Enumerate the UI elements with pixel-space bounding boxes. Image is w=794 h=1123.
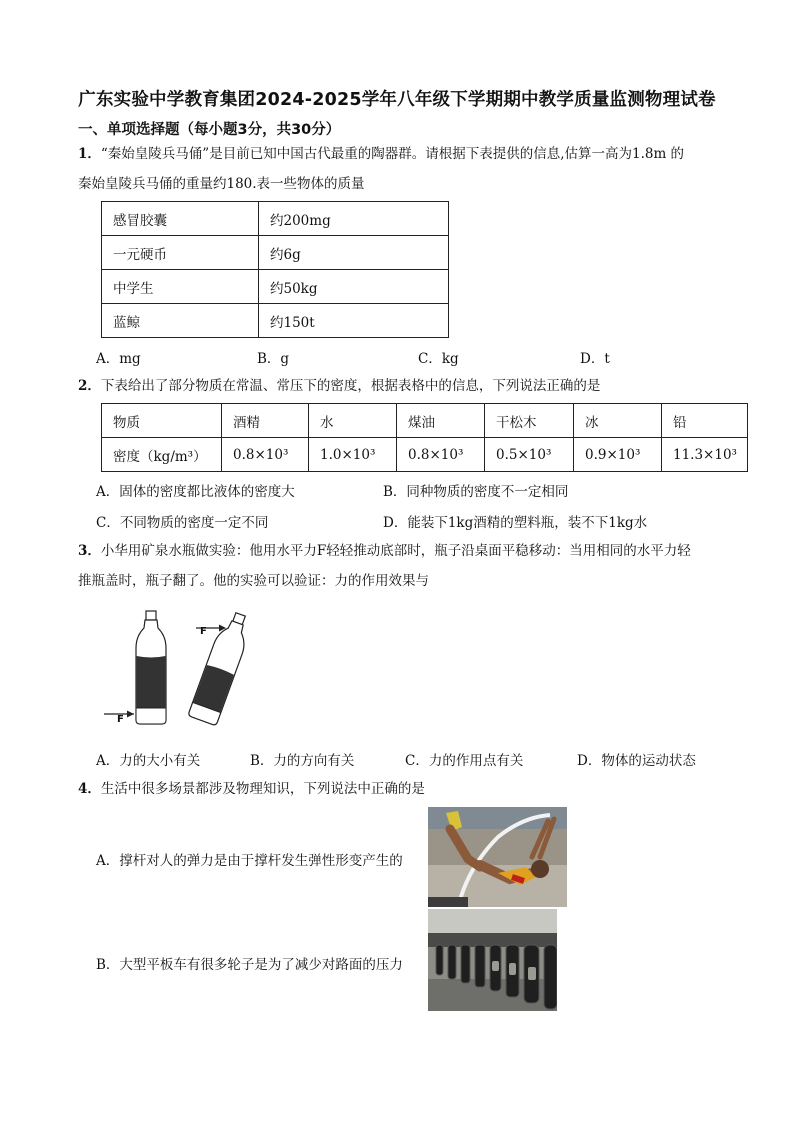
question-1-option-c[interactable]: C．kg	[418, 351, 459, 367]
question-4-option-b[interactable]: B．大型平板车有很多轮子是为了减少对路面的压力	[96, 957, 403, 973]
table-cell: 0.8×10³	[222, 438, 309, 472]
question-1-option-d[interactable]: D．t	[580, 351, 610, 367]
question-3-line-2: 推瓶盖时，瓶子翻了。他的实验可以验证：力的作用效果与	[78, 573, 429, 589]
table-row	[102, 304, 449, 338]
question-3-option-d[interactable]: D．物体的运动状态	[577, 753, 696, 769]
section-heading: 一、单项选择题（每小题3分，共30分）	[78, 122, 341, 138]
table-header-cell: 干松木	[485, 404, 574, 438]
force-label-bottom: F	[117, 714, 124, 725]
force-label-top: F	[200, 626, 207, 637]
table-cell: 感冒胶囊	[102, 202, 259, 236]
question-1-text-1: “秦始皇陵兵马俑”是目前已知中国古代最重的陶器群。请根据下表提供的信息,估算一高为1.8m 的	[100, 146, 685, 162]
table-cell: 0.8×10³	[397, 438, 485, 472]
question-2-option-d[interactable]: D．能装下1kg酒精的塑料瓶，装不下1kg水	[383, 515, 648, 531]
question-2-number: 2．	[78, 378, 101, 394]
question-1-line-1	[78, 144, 684, 164]
table-header-cell: 酒精	[222, 404, 309, 438]
mass-table	[101, 201, 449, 338]
table-header-cell: 煤油	[397, 404, 485, 438]
upright-bottle	[136, 611, 166, 724]
table-row	[102, 404, 748, 438]
exam-title: 广东实验中学教育集团2024-2025学年八年级下学期期中教学质量监测物理试卷	[78, 90, 716, 110]
table-row	[102, 236, 449, 270]
question-3-number: 3．	[78, 543, 101, 559]
question-1-option-a[interactable]: A．mg	[96, 351, 141, 367]
table-cell: 约200mg	[259, 202, 449, 236]
question-1-option-b[interactable]: B．g	[257, 351, 290, 367]
table-cell: 中学生	[102, 270, 259, 304]
question-3-option-a[interactable]: A．力的大小有关	[96, 753, 201, 769]
question-4-number: 4．	[78, 781, 101, 797]
question-3-option-c[interactable]: C．力的作用点有关	[405, 753, 524, 769]
density-table	[101, 403, 748, 472]
bottle-figure	[100, 608, 252, 736]
question-4-text: 生活中很多场景都涉及物理知识，下列说法中正确的是	[100, 781, 425, 797]
flatbed-truck-photo	[428, 909, 557, 1011]
question-4-option-a[interactable]: A．撑杆对人的弹力是由于撑杆发生弹性形变产生的	[96, 849, 403, 869]
table-cell: 一元硬币	[102, 236, 259, 270]
table-header-cell: 冰	[574, 404, 662, 438]
table-row	[102, 202, 449, 236]
pole-vault-image	[428, 807, 567, 907]
question-1-line-2: 秦始皇陵兵马俑的重量约180.表一些物体的质量	[78, 176, 365, 192]
question-3-line-1	[78, 541, 691, 561]
table-cell: 0.5×10³	[485, 438, 574, 472]
table-cell: 约150t	[259, 304, 449, 338]
table-cell: 密度（kg/m³）	[102, 438, 222, 472]
pole-vault-photo	[428, 807, 567, 907]
question-2-option-b[interactable]: B．同种物质的密度不一定相同	[383, 484, 569, 500]
question-3-text-1: 小华用矿泉水瓶做实验：他用水平力F轻轻推动底部时，瓶子沿桌面平稳移动：当用相同的水平力轻	[100, 543, 691, 559]
question-4-line	[78, 779, 425, 799]
table-cell: 0.9×10³	[574, 438, 662, 472]
table-header-cell: 铅	[662, 404, 748, 438]
table-cell: 约50kg	[259, 270, 449, 304]
flatbed-truck-image	[428, 909, 557, 1011]
table-header-cell: 水	[309, 404, 397, 438]
question-2-line	[78, 376, 600, 396]
table-header-cell: 物质	[102, 404, 222, 438]
table-cell: 约6g	[259, 236, 449, 270]
question-2-option-c[interactable]: C．不同物质的密度一定不同	[96, 515, 269, 531]
table-cell: 1.0×10³	[309, 438, 397, 472]
question-3-option-b[interactable]: B．力的方向有关	[250, 753, 355, 769]
table-cell: 11.3×10³	[662, 438, 748, 472]
table-row	[102, 270, 449, 304]
table-cell: 蓝鲸	[102, 304, 259, 338]
question-1-number: 1．	[78, 146, 101, 162]
question-2-text: 下表给出了部分物质在常温、常压下的密度，根据表格中的信息，下列说法正确的是	[100, 378, 601, 394]
question-2-option-a[interactable]: A．固体的密度都比液体的密度大	[96, 484, 295, 500]
table-row	[102, 438, 748, 472]
